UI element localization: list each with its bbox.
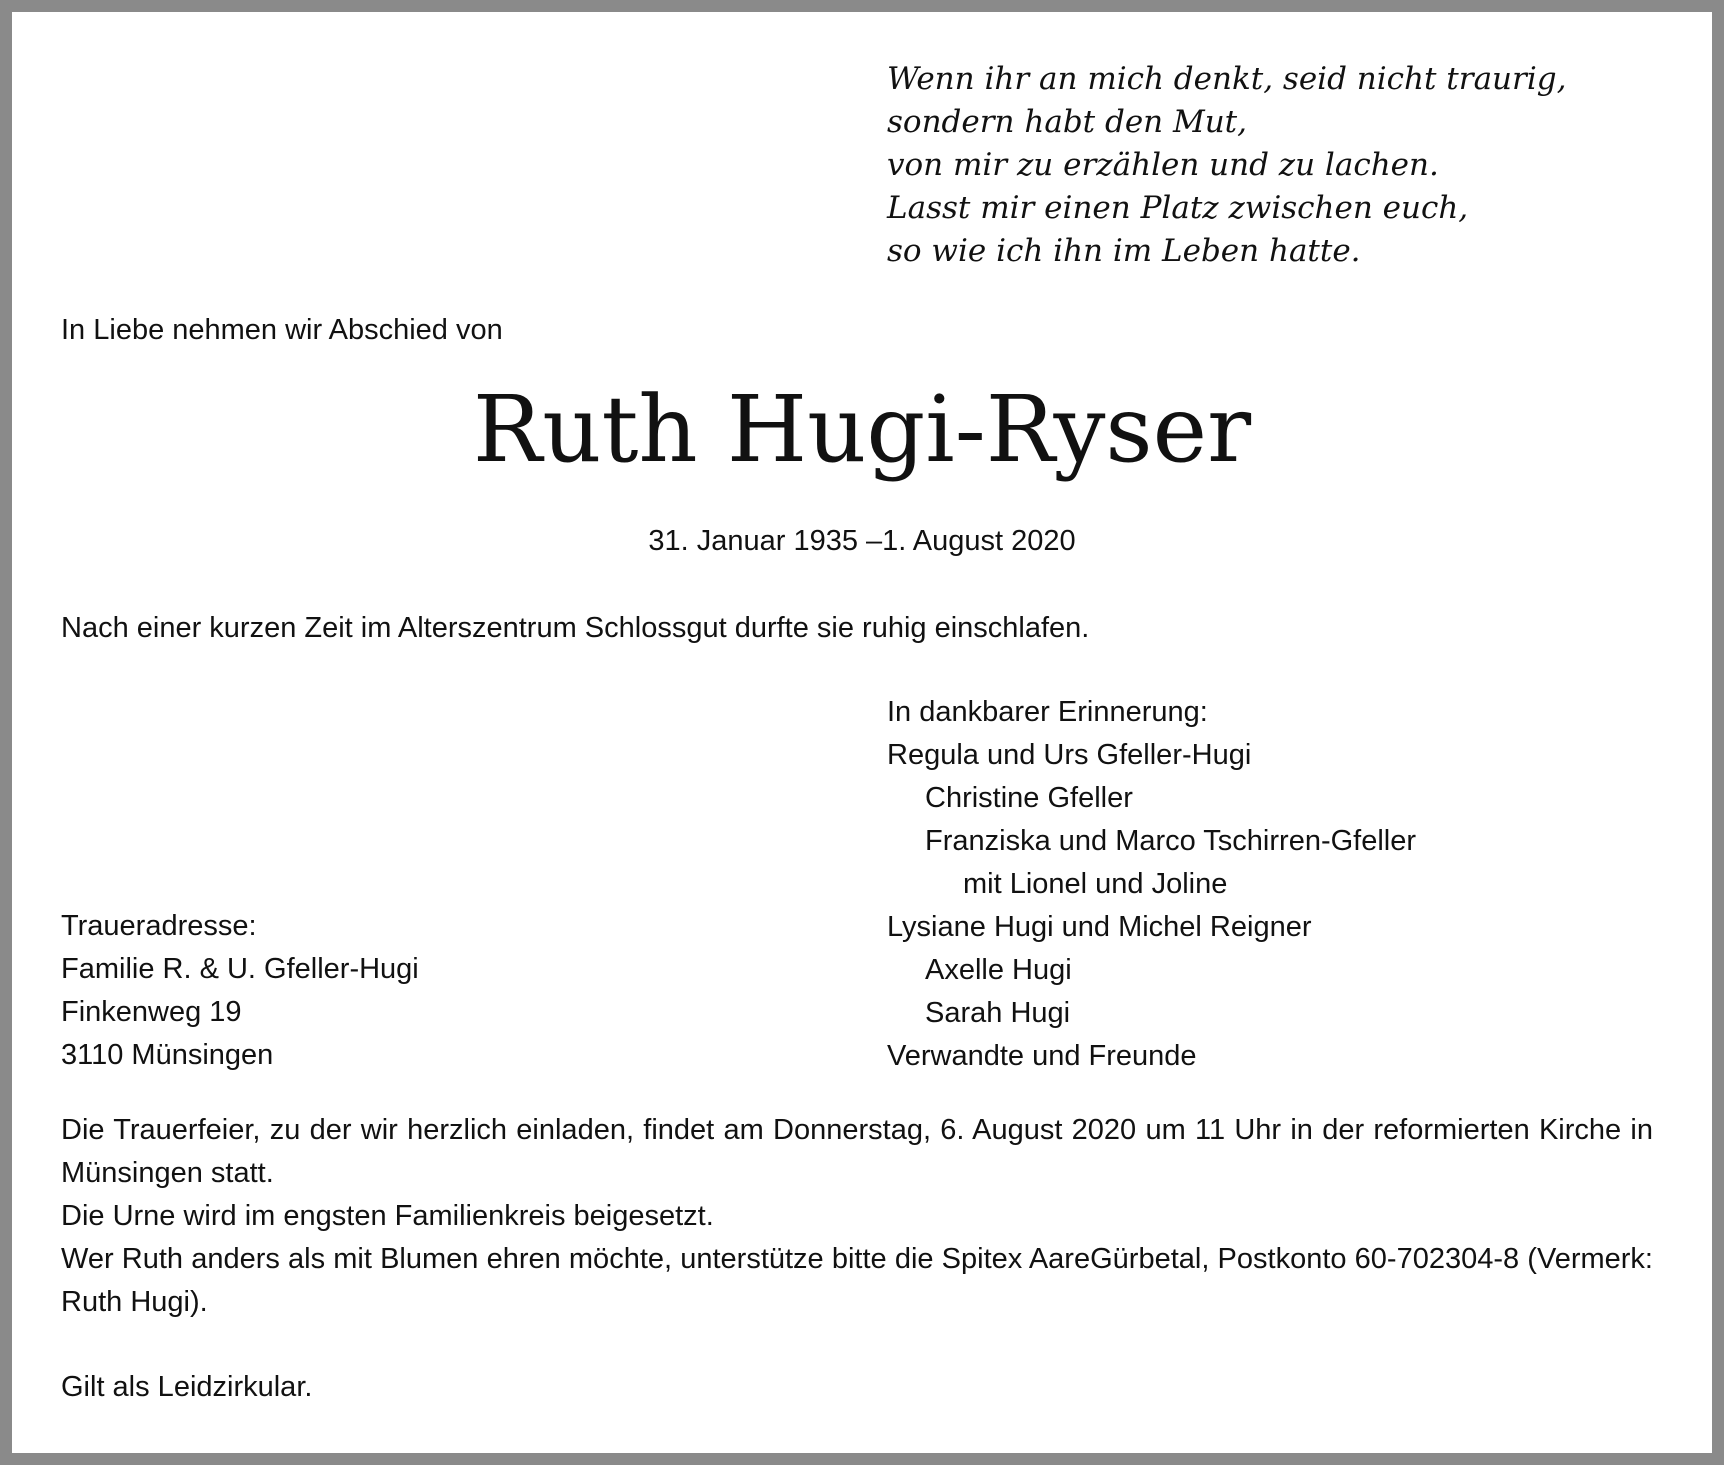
family-list (887, 691, 1416, 1078)
poem-line: von mir zu erzählen und zu lachen. (887, 147, 1439, 183)
family-member: mit Lionel und Joline (963, 868, 1228, 900)
mourning-address (61, 905, 419, 1077)
intro-text: In Liebe nehmen wir Abschied von (61, 314, 503, 346)
address-line: Finkenweg 19 (61, 996, 242, 1028)
address-line: Familie R. & U. Gfeller-Hugi (61, 953, 419, 985)
donation-text: Wer Ruth anders als mit Blumen ehren möchte, unterstütze bitte die Spitex AareGürbetal, Postkonto 60-702304-8 (Vermerk: Ruth Hugi). (61, 1243, 1653, 1318)
poem-line: so wie ich ihn im Leben hatte. (887, 233, 1361, 269)
obituary-notice (12, 12, 1712, 1453)
poem-line: sondern habt den Mut, (887, 104, 1247, 140)
family-member: Franziska und Marco Tschirren-Gfeller (925, 825, 1417, 857)
ceremony-notice (61, 1109, 1653, 1324)
family-member: Christine Gfeller (925, 782, 1133, 814)
family-heading: In dankbarer Erinnerung: (887, 696, 1208, 728)
poem (887, 58, 1566, 273)
address-line: 3110 Münsingen (61, 1039, 274, 1071)
family-member: Axelle Hugi (925, 954, 1072, 986)
ceremony-text: Die Trauerfeier, zu der wir herzlich einladen, findet am Donnerstag, 6. August 2020 um 11 Uhr in der reformierten Kirche in Münsingen statt. (61, 1114, 1653, 1189)
urn-text: Die Urne wird im engsten Familienkreis beigesetzt. (61, 1200, 714, 1232)
family-member: Sarah Hugi (925, 997, 1071, 1029)
poem-line: Lasst mir einen Platz zwischen euch, (887, 190, 1469, 226)
circular-note: Gilt als Leidzirkular. (61, 1371, 313, 1403)
family-member: Verwandte und Freunde (887, 1040, 1197, 1072)
address-label: Traueradresse: (61, 910, 257, 942)
life-dates: 31. Januar 1935 –1. August 2020 (648, 525, 1076, 557)
deceased-name: Ruth Hugi-Ryser (472, 376, 1252, 483)
family-member: Regula und Urs Gfeller-Hugi (887, 739, 1252, 771)
family-member: Lysiane Hugi und Michel Reigner (887, 911, 1312, 943)
poem-line: Wenn ihr an mich denkt, seid nicht traurig, (887, 61, 1567, 97)
passing-statement: Nach einer kurzen Zeit im Alterszentrum Schlossgut durfte sie ruhig einschlafen. (61, 612, 1090, 644)
